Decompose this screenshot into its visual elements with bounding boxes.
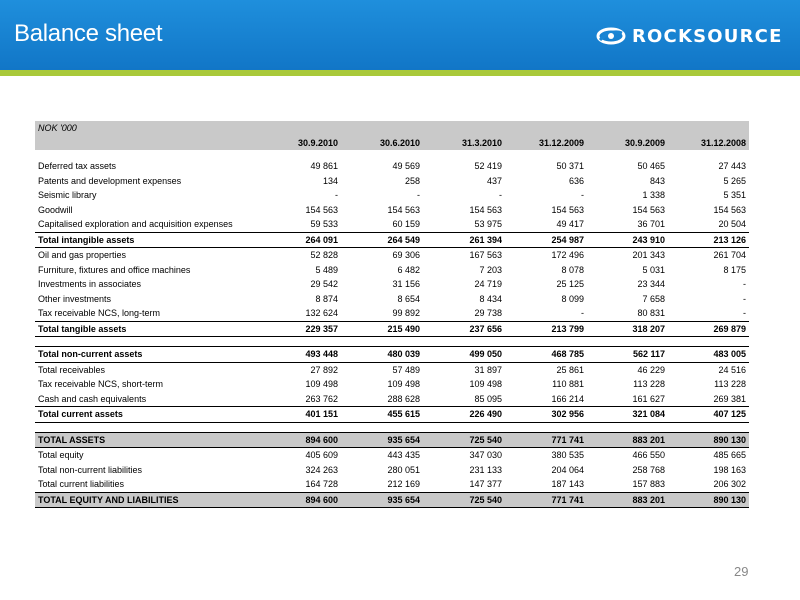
value-cell: 5 031: [642, 264, 665, 275]
value-cell: 455 615: [341, 407, 423, 423]
row-label: Total receivables: [38, 364, 106, 375]
value-cell: 23 344: [637, 279, 665, 290]
value-cell: -: [335, 190, 338, 201]
table-body: [35, 121, 749, 508]
row-label: Total non-current assets: [35, 347, 259, 363]
value-cell: 483 005: [668, 347, 749, 363]
value-cell: 113 228: [714, 379, 746, 390]
value-cell: 229 357: [259, 321, 341, 337]
value-cell: 53 975: [474, 219, 502, 230]
balance-sheet-table-container: [35, 121, 749, 508]
value-cell: 8 874: [315, 293, 338, 304]
value-cell: 24 719: [474, 279, 502, 290]
column-header-row: [35, 135, 749, 150]
value-cell: 493 448: [259, 347, 341, 363]
value-cell: 57 489: [392, 364, 420, 375]
row-label: Seismic library: [38, 190, 97, 201]
value-cell: 167 563: [469, 250, 502, 261]
value-cell: 52 419: [474, 161, 502, 172]
value-cell: 80 831: [637, 308, 665, 319]
value-cell: 166 214: [551, 393, 584, 404]
value-cell: 237 656: [423, 321, 505, 337]
column-header: 31.12.2008: [668, 135, 749, 150]
value-cell: 25 861: [556, 364, 584, 375]
value-cell: 60 159: [392, 219, 420, 230]
value-cell: 725 540: [423, 492, 505, 508]
value-cell: -: [743, 279, 746, 290]
table-row: [35, 188, 749, 203]
value-cell: 8 654: [397, 293, 420, 304]
value-cell: -: [743, 293, 746, 304]
value-cell: 401 151: [259, 407, 341, 423]
value-cell: 206 302: [713, 479, 746, 490]
value-cell: 890 130: [668, 432, 749, 448]
value-cell: 302 956: [505, 407, 587, 423]
row-label: Furniture, fixtures and office machines: [38, 264, 191, 275]
value-cell: 154 563: [713, 204, 746, 215]
value-cell: 198 163: [713, 464, 746, 475]
row-label: Tax receivable NCS, long-term: [38, 308, 161, 319]
table-row: [35, 377, 749, 392]
value-cell: 59 533: [310, 219, 338, 230]
value-cell: 935 654: [341, 432, 423, 448]
table-row: [35, 277, 749, 292]
value-cell: 215 490: [341, 321, 423, 337]
value-cell: 7 203: [479, 264, 502, 275]
row-label: Patents and development expenses: [38, 175, 182, 186]
value-cell: 443 435: [387, 450, 420, 461]
value-cell: 187 143: [551, 479, 584, 490]
value-cell: -: [499, 190, 502, 201]
value-cell: 771 741: [505, 492, 587, 508]
spacer-row: [35, 150, 749, 159]
row-label: Cash and cash equivalents: [38, 393, 147, 404]
row-label: TOTAL ASSETS: [35, 432, 259, 448]
value-cell: 154 563: [305, 204, 338, 215]
value-cell: 110 881: [552, 379, 584, 390]
column-header: 30.9.2009: [587, 135, 668, 150]
row-label: Deferred tax assets: [38, 161, 117, 172]
value-cell: 8 175: [723, 264, 746, 275]
value-cell: 324 263: [305, 464, 338, 475]
value-cell: 231 133: [469, 464, 502, 475]
value-cell: 213 799: [505, 321, 587, 337]
value-cell: 50 371: [556, 161, 584, 172]
value-cell: 264 549: [341, 232, 423, 248]
value-cell: 243 910: [587, 232, 668, 248]
column-header: 30.9.2010: [259, 135, 341, 150]
total-row: [35, 321, 749, 337]
unit-label: NOK '000: [35, 121, 259, 135]
value-cell: 263 762: [305, 393, 338, 404]
value-cell: 31 156: [392, 279, 420, 290]
value-cell: 49 417: [556, 219, 584, 230]
table-row: [35, 392, 749, 407]
table-row: [35, 174, 749, 189]
slide-header: [0, 0, 800, 70]
row-label: Total current liabilities: [38, 479, 125, 490]
value-cell: 894 600: [259, 432, 341, 448]
value-cell: 269 879: [668, 321, 749, 337]
page-number: 29: [734, 564, 749, 579]
value-cell: 134: [322, 175, 338, 186]
logo-text: ROCKSOURCE: [632, 25, 783, 47]
value-cell: 636: [568, 175, 584, 186]
value-cell: 29 738: [474, 308, 502, 319]
column-header: 31.3.2010: [423, 135, 505, 150]
value-cell: 466 550: [632, 450, 665, 461]
row-label: Other investments: [38, 293, 112, 304]
grand-total-row: [35, 432, 749, 448]
value-cell: 24 516: [718, 364, 746, 375]
value-cell: 109 498: [387, 379, 420, 390]
value-cell: 132 624: [305, 308, 338, 319]
row-label: Total current assets: [35, 407, 259, 423]
value-cell: 46 229: [637, 364, 665, 375]
company-logo: [596, 24, 783, 48]
value-cell: 154 563: [469, 204, 502, 215]
value-cell: 347 030: [469, 450, 502, 461]
table-row: [35, 292, 749, 307]
value-cell: 883 201: [587, 432, 668, 448]
value-cell: 280 051: [387, 464, 420, 475]
table-row: [35, 263, 749, 278]
value-cell: 109 498: [305, 379, 338, 390]
column-header: 31.12.2009: [505, 135, 587, 150]
value-cell: 843: [649, 175, 665, 186]
value-cell: 109 498: [469, 379, 502, 390]
value-cell: 20 504: [718, 219, 746, 230]
value-cell: 213 126: [668, 232, 749, 248]
value-cell: 27 892: [310, 364, 338, 375]
unit-row: [35, 121, 749, 135]
table-row: [35, 477, 749, 492]
value-cell: 318 207: [587, 321, 668, 337]
grand-total-row: [35, 492, 749, 508]
value-cell: 147 377: [469, 479, 502, 490]
value-cell: 99 892: [392, 308, 420, 319]
row-label: Total intangible assets: [35, 232, 259, 248]
value-cell: 6 482: [397, 264, 420, 275]
value-cell: 468 785: [505, 347, 587, 363]
value-cell: 50 465: [637, 161, 665, 172]
value-cell: 36 701: [637, 219, 665, 230]
value-cell: 562 117: [587, 347, 668, 363]
value-cell: 261 704: [713, 250, 746, 261]
value-cell: 485 665: [713, 450, 746, 461]
value-cell: 407 125: [668, 407, 749, 423]
value-cell: 261 394: [423, 232, 505, 248]
total-row: [35, 407, 749, 423]
value-cell: 499 050: [423, 347, 505, 363]
table-row: [35, 217, 749, 232]
table-row: [35, 463, 749, 478]
spacer-row: [35, 337, 749, 347]
header-accent-stripe: [0, 70, 800, 76]
value-cell: 154 563: [632, 204, 665, 215]
value-cell: 8 434: [479, 293, 502, 304]
row-label: Tax receivable NCS, short-term: [38, 379, 164, 390]
value-cell: -: [743, 308, 746, 319]
row-label: Goodwill: [38, 204, 73, 215]
value-cell: 69 306: [392, 250, 420, 261]
value-cell: 201 343: [632, 250, 665, 261]
value-cell: 480 039: [341, 347, 423, 363]
value-cell: 154 563: [387, 204, 420, 215]
value-cell: 1 338: [642, 190, 665, 201]
value-cell: 85 095: [474, 393, 502, 404]
row-label: Investments in associates: [38, 279, 142, 290]
value-cell: 161 627: [632, 393, 665, 404]
value-cell: 890 130: [668, 492, 749, 508]
value-cell: 164 728: [305, 479, 338, 490]
table-row: [35, 203, 749, 218]
value-cell: 226 490: [423, 407, 505, 423]
value-cell: -: [581, 308, 584, 319]
balance-sheet-table: [35, 121, 749, 508]
row-label: TOTAL EQUITY AND LIABILITIES: [35, 492, 259, 508]
value-cell: 172 496: [551, 250, 584, 261]
value-cell: 8 078: [561, 264, 584, 275]
table-row: [35, 362, 749, 377]
value-cell: 258 768: [632, 464, 665, 475]
total-row: [35, 347, 749, 363]
row-label: Total tangible assets: [35, 321, 259, 337]
value-cell: 437: [486, 175, 502, 186]
value-cell: 49 861: [310, 161, 338, 172]
value-cell: 264 091: [259, 232, 341, 248]
value-cell: 157 883: [632, 479, 665, 490]
value-cell: 258: [404, 175, 420, 186]
value-cell: 29 542: [310, 279, 338, 290]
row-label: Total equity: [38, 450, 84, 461]
value-cell: 269 381: [713, 393, 746, 404]
value-cell: -: [581, 190, 584, 201]
value-cell: 27 443: [718, 161, 746, 172]
value-cell: 8 099: [561, 293, 584, 304]
table-row: [35, 248, 749, 263]
value-cell: 7 658: [642, 293, 665, 304]
value-cell: 254 987: [505, 232, 587, 248]
row-label: Oil and gas properties: [38, 250, 127, 261]
table-row: [35, 448, 749, 463]
value-cell: 883 201: [587, 492, 668, 508]
value-cell: 288 628: [387, 393, 420, 404]
row-label: Capitalised exploration and acquisition expenses: [38, 219, 233, 230]
value-cell: 405 609: [305, 450, 338, 461]
total-row: [35, 232, 749, 248]
value-cell: 113 228: [633, 379, 665, 390]
slide-title: Balance sheet: [14, 20, 163, 47]
value-cell: 52 828: [310, 250, 338, 261]
value-cell: 894 600: [259, 492, 341, 508]
value-cell: 31 897: [474, 364, 502, 375]
value-cell: 49 569: [392, 161, 420, 172]
value-cell: 380 535: [551, 450, 584, 461]
value-cell: 154 563: [551, 204, 584, 215]
rocksource-swirl-icon: [596, 25, 626, 47]
value-cell: 321 084: [587, 407, 668, 423]
column-header: 30.6.2010: [341, 135, 423, 150]
value-cell: 725 540: [423, 432, 505, 448]
table-row: [35, 159, 749, 174]
row-label: Total non-current liabilities: [38, 464, 143, 475]
table-row: [35, 306, 749, 321]
value-cell: 204 064: [551, 464, 584, 475]
value-cell: 935 654: [341, 492, 423, 508]
value-cell: 212 169: [387, 479, 420, 490]
spacer-row: [35, 422, 749, 432]
value-cell: 5 351: [723, 190, 746, 201]
value-cell: 5 265: [723, 175, 746, 186]
value-cell: 25 125: [556, 279, 584, 290]
value-cell: 771 741: [505, 432, 587, 448]
value-cell: -: [417, 190, 420, 201]
value-cell: 5 489: [315, 264, 338, 275]
